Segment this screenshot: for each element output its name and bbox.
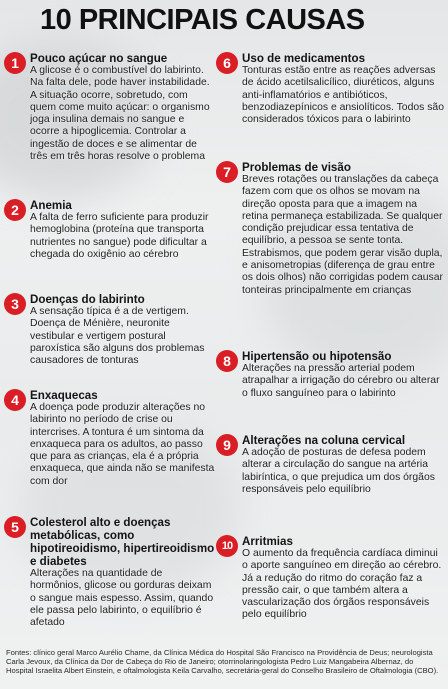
number-badge-icon: 7 (216, 161, 238, 183)
cause-title: Hipertensão ou hipotensão (242, 350, 392, 363)
number-badge-icon: 5 (4, 516, 26, 538)
number-badge-icon: 1 (4, 52, 26, 74)
cause-text: Alterações na pressão arterial podem atrapalhar a irrigação do cérebro ou alterar o fluxo sanguíneo para o labirinto (242, 363, 440, 399)
cause-text: Tonturas estão entre as reações adversas de ácido acetilsalicílico, diuréticos, alguns anti-inflamatórios e antibióticos, benzodiazepínicos e ansiolíticos. Todos são considerados tóxicos para o labirinto (242, 65, 444, 126)
cause-text: A falta de ferro suficiente para produzir hemoglobina (proteína que transporta nutrientes no sangue) pode dificultar a chegada do oxigênio ao cérebro (30, 212, 209, 260)
cause-text: A doença pode produzir alterações no labirinto no período de crise ou intercrises. A tontura é um sintoma da enxaqueca para os adultos, ao passo que para as crianças, ela é a própria enxaqueca, que ainda não se manifesta com dor (30, 402, 215, 487)
cause-title: Doenças do labirinto (30, 293, 145, 306)
number-badge-icon: 2 (4, 199, 26, 221)
cause-item-8 (216, 350, 444, 400)
cause-title: Pouco açúcar no sangue (30, 52, 168, 65)
cause-title: Enxaquecas (30, 389, 98, 402)
cause-item-7 (216, 161, 444, 297)
cause-title: Problemas de visão (242, 161, 351, 174)
number-badge-icon: 4 (4, 389, 26, 411)
cause-text: Alterações na quantidade de hormônios, glicose ou gorduras deixam o sangue mais espesso. Assim, quando ele passa pelo labirinto, o equilíbrio é afetado (30, 568, 214, 629)
sources-footnote: Fontes: clínico geral Marco Aurélio Chame, da Clínica Médica do Hospital São Francisco na Providência de Deus; neurologista Carla Jevoux, da Clínica da Dor de Cabeça do Rio de Janeiro; otorrinolaringologista Pedro Luiz Mangabeira Albernaz, do Hospital Israelita Albert Einstein, e oftalmologista Keila Carvalho, secretária-geral do Conselho Brasileiro de Oftalmologia (CBO). (6, 648, 439, 675)
cause-title: Colesterol alto e doenças metabólicas, como hipotireoidismo, hipertireoidismo e diabetes (30, 516, 215, 568)
cause-item-10 (216, 535, 444, 622)
cause-item-2 (4, 199, 216, 261)
cause-item-3 (4, 293, 216, 367)
cause-text: O aumento da frequência cardíaca diminui o aporte sanguíneo em direção ao cérebro. Já a redução do ritmo do coração faz a pressão cair, o que também altera a vascularização dos órgãos responsáveis pelo equilíbrio (242, 548, 442, 621)
cause-title: Alterações na coluna cervical (242, 434, 406, 447)
number-badge-icon: 3 (4, 293, 26, 315)
cause-text: A sensação típica é a de vertigem. Doença de Ménière, neuronite vestibular e vertigem postural paroxística são alguns dos problemas causadores de tonturas (30, 306, 205, 367)
cause-title: Arritmias (242, 535, 293, 548)
cause-item-9 (216, 434, 444, 496)
cause-title: Anemia (30, 199, 72, 212)
page-title: 10 PRINCIPAIS CAUSAS (40, 4, 365, 36)
number-badge-icon: 9 (216, 434, 238, 456)
cause-item-1 (4, 52, 216, 163)
cause-item-6 (216, 52, 444, 126)
number-badge-icon: 8 (216, 350, 238, 372)
cause-text: A adoção de posturas de defesa podem alterar a circulação do sangue na artéria labiríntica, o que prejudica um dos órgãos responsáveis pelo equilíbrio (242, 447, 435, 495)
cause-item-5 (4, 516, 216, 629)
cause-text: A glicose é o combustível do labirinto. Na falta dele, pode haver instabilidade. A situação ocorre, sobretudo, com quem come muito açúcar: o organismo joga insulina demais no sangue e ocorre a hipoglicemia. Controlar a ingestão de doces e se alimentar de três em três horas resolve o problema (30, 65, 210, 163)
cause-text: Breves rotações ou translações da cabeça fazem com que os olhos se movam na direção oposta para que a imagem na retina permaneça estabilizada. Se qualquer condição prejudicar essa tentativa de equilíbrio, a pessoa se sente tonta. Estrabismos, que podem gerar visão dupla, e anisometropias (diferença de grau entre os dois olhos) não corrigidas podem causar tonteiras principalmente em crianças (242, 174, 443, 296)
number-badge-icon: 10 (216, 535, 238, 557)
number-badge-icon: 6 (216, 52, 238, 74)
cause-item-4 (4, 389, 216, 488)
cause-title: Uso de medicamentos (242, 52, 366, 65)
